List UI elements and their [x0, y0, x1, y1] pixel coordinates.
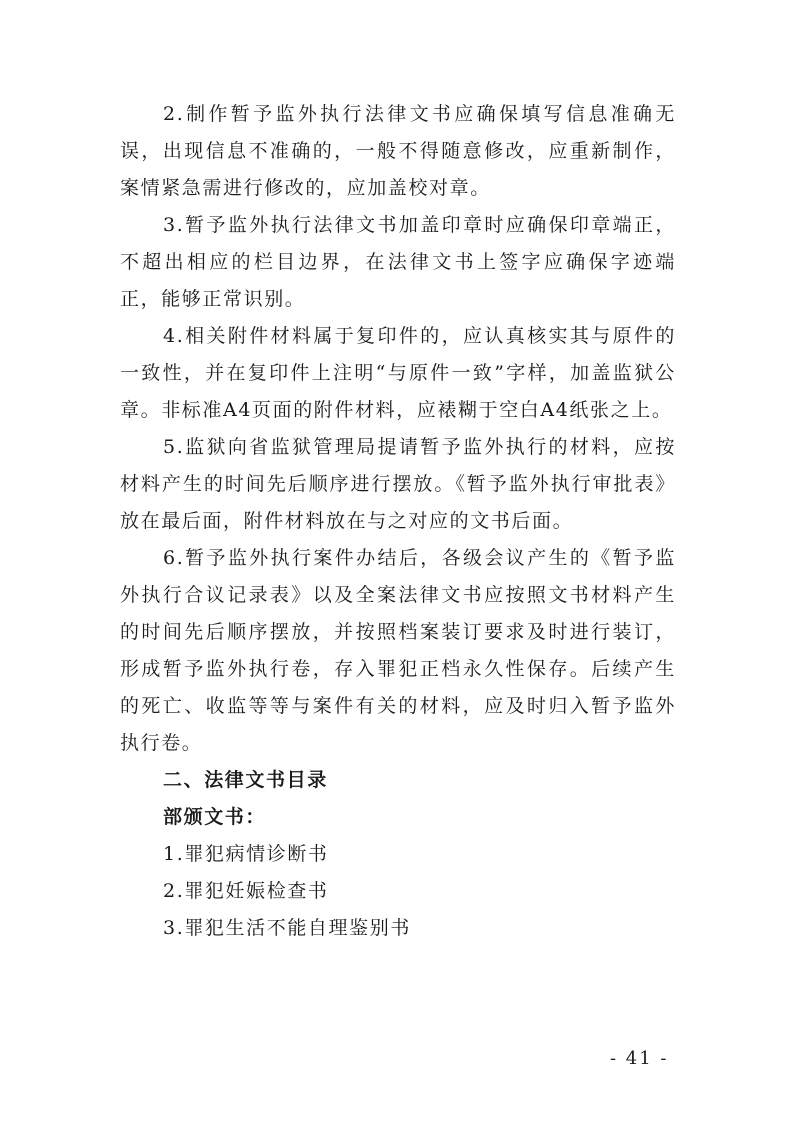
paragraph-5: 5.监狱向省监狱管理局提请暂予监外执行的材料，应按材料产生的时间先后顺序进行摆放。《暂予监外执行审批表》放在最后面，附件材料放在与之对应的文书后面。 [120, 436, 676, 532]
subheading: 部颁文书： [163, 806, 267, 828]
paragraph-2: 2.制作暂予监外执行法律文书应确保填写信息准确无误，出现信息不准确的，一般不得随意修改，应重新制作，案情紧急需进行修改的，应加盖校对章。 [120, 103, 676, 199]
page-number: - 41 - [610, 1048, 669, 1069]
list-item: 3.罪犯生活不能自理鉴别书 [163, 917, 411, 939]
section-heading: 二、法律文书目录 [163, 769, 328, 791]
paragraph-6: 6.暂予监外执行案件办结后，各级会议产生的《暂予监外执行合议记录表》以及全案法律文书应按照文书材料产生的时间先后顺序摆放，并按照档案装订要求及时进行装订，形成暂予监外执行卷，存入罪犯正档永久性保存。后续产生的死亡、收监等等与案件有关的材料，应及时归入暂予监外执行卷。 [120, 547, 676, 754]
list-item: 1.罪犯病情诊断书 [163, 843, 329, 865]
paragraph-4: 4.相关附件材料属于复印件的，应认真核实其与原件的一致性，并在复印件上注明“与原件一致”字样，加盖监狱公章。非标准A4页面的附件材料，应裱糊于空白A4纸张之上。 [120, 325, 676, 421]
paragraph-3: 3.暂予监外执行法律文书加盖印章时应确保印章端正，不超出相应的栏目边界，在法律文书上签字应确保字迹端正，能够正常识别。 [120, 214, 676, 310]
document-body [120, 96, 676, 947]
list-item: 2.罪犯妊娠检查书 [163, 880, 329, 902]
